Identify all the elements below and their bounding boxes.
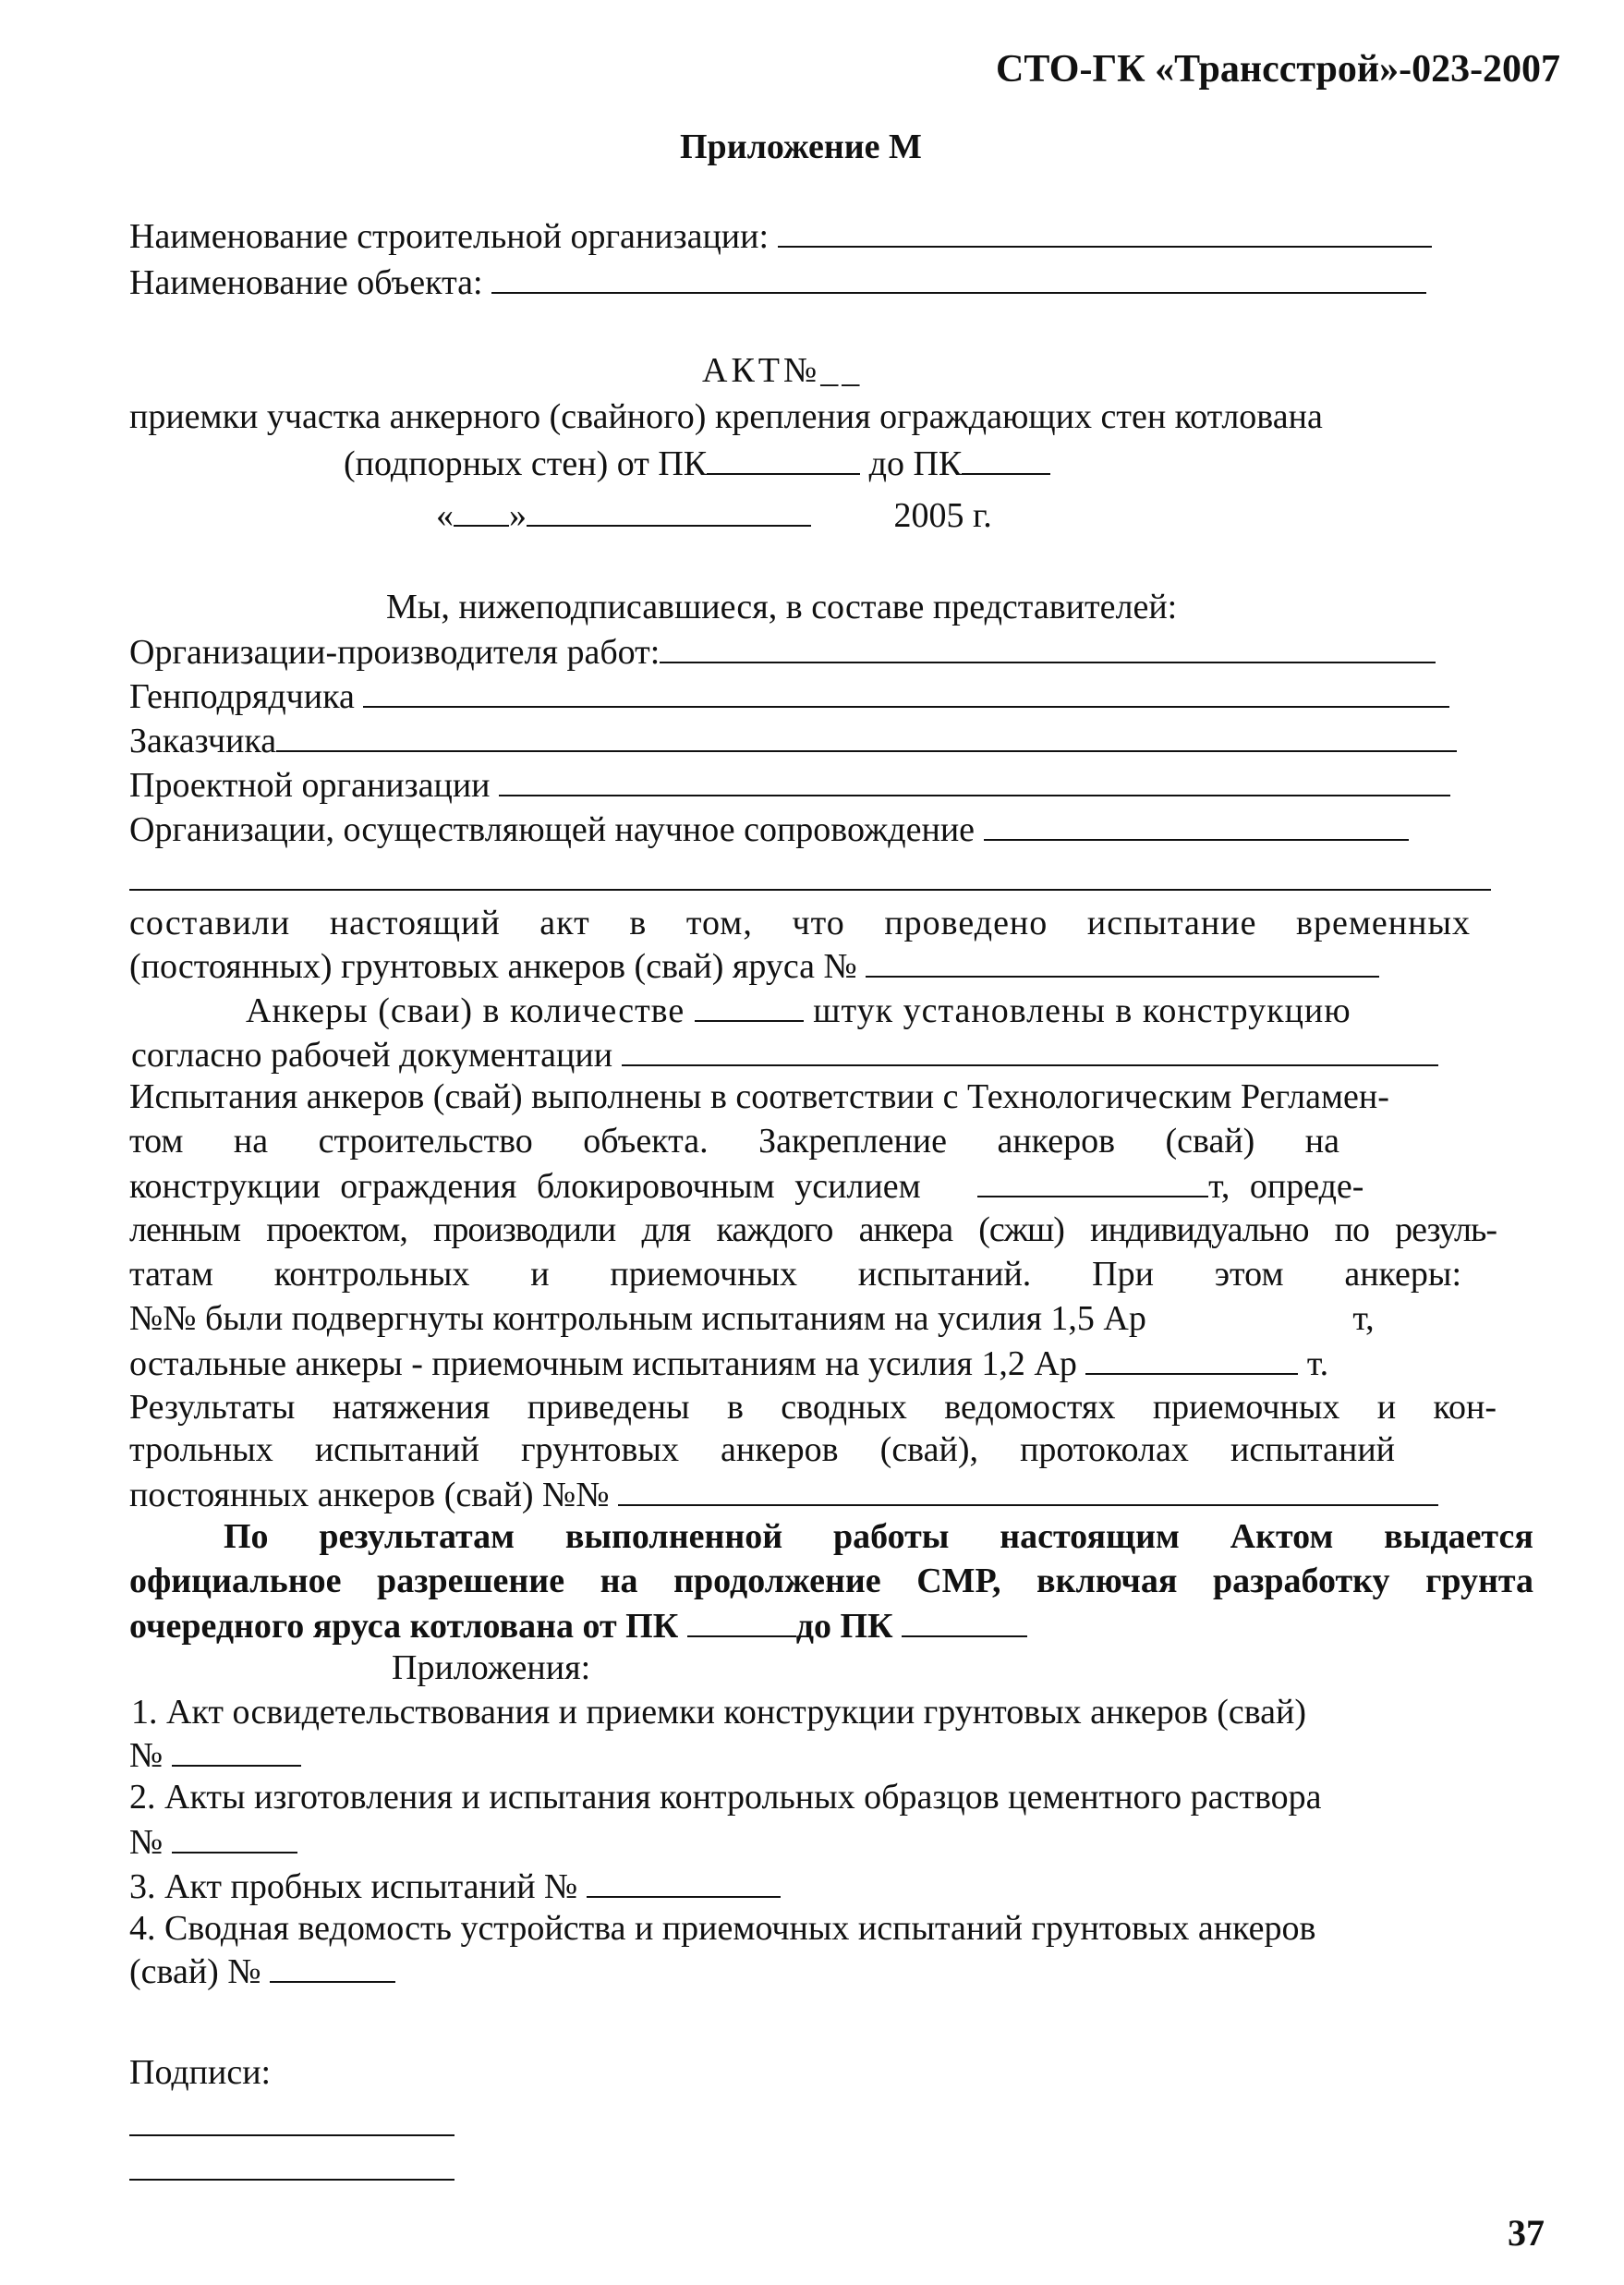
object-name-label: Наименование объекта:: [129, 263, 483, 302]
date-month-blank: [527, 493, 811, 527]
attachment-2-blank: [172, 1820, 297, 1854]
act-title: АКТ№__: [702, 351, 864, 390]
rep-producer-label: Организации-производителя работ:: [129, 633, 661, 672]
attachment-1-number: [129, 1733, 301, 1777]
control-test-label: №№ были подвергнуты контрольным испытаниям на усилия 1,5 Ар: [129, 1299, 1146, 1338]
attachment-4: 4. Сводная ведомость устройства и приемочных испытаний грунтовых анкеров: [129, 1909, 1316, 1948]
attachment-1: 1. Акт освидетельствования и приемки конструкции грунтовых анкеров (свай): [131, 1693, 1307, 1732]
signatures-label: Подписи:: [129, 2053, 272, 2092]
tier-blank: [866, 944, 1379, 978]
pk-to-label: до ПК: [868, 444, 963, 483]
act-subtitle-2: [344, 442, 1050, 485]
locking-force-blank: [977, 1164, 1208, 1197]
body-p3-line5: татам контрольных и приемочных испытаний. При этом анкеры:: [129, 1255, 1461, 1294]
body-p3-line2: том на строительство объекта. Закрепление анкеров (свай) на: [129, 1122, 1339, 1161]
body-p2-line1: [246, 989, 1351, 1032]
rep-producer-field: [129, 630, 1436, 674]
rep-customer-label: Заказчика: [129, 722, 277, 760]
rep-science-label: Организации, осуществляющей научное сопровождение: [129, 810, 976, 849]
attachment-2-num-sign: №: [129, 1823, 164, 1862]
rep-design-label: Проектной организации: [129, 766, 491, 805]
body-p1-line2: [129, 944, 1379, 988]
date-quote-close: »: [509, 496, 527, 535]
attachment-1-num-sign: №: [129, 1736, 164, 1775]
object-name-field: [129, 261, 1426, 304]
org-name-field: [129, 214, 1432, 258]
body-p3-line1: Испытания анкеров (свай) выполнены в соответствии с Технологическим Регламен-: [129, 1077, 1389, 1116]
rep-science-blank: [984, 808, 1409, 841]
attachment-2: 2. Акты изготовления и испытания контрольных образцов цементного раствора: [129, 1778, 1322, 1817]
pk-to-blank: [962, 442, 1050, 475]
attachment-4-number: [129, 1950, 395, 1993]
rep-customer-field: [129, 719, 1457, 762]
locking-force-tail: т, опреде-: [1208, 1167, 1364, 1206]
date-quote-open: «: [436, 496, 454, 535]
next-tier-to-blank: [902, 1604, 1027, 1637]
attachment-2-number: [129, 1820, 297, 1864]
acceptance-test-tail: т.: [1306, 1344, 1329, 1383]
rep-general-label: Генподрядчика: [129, 677, 355, 716]
body-p3-line4: ленным проектом, производили для каждого анкера (сжш) индивидуально по резуль-: [129, 1210, 1497, 1249]
pk-from-blank: [707, 442, 860, 475]
next-tier-from-label: очередного яруса котлована от ПК: [129, 1607, 679, 1646]
rep-design-blank: [499, 763, 1450, 796]
attachment-4-label: (свай) №: [129, 1952, 261, 1991]
body-p1-line1: составили настоящий акт в том, что проведено испытание временных: [129, 904, 1471, 942]
body-p4-line3: [129, 1473, 1438, 1516]
act-date: [436, 493, 992, 537]
standard-code: СТО-ГК «Трансстрой»-023-2007: [996, 48, 1561, 91]
signature-line-1: [129, 2134, 454, 2136]
locking-force-label: конструкции ограждения блокировочным усилием: [129, 1167, 921, 1206]
signature-line-2: [129, 2179, 454, 2181]
page-number: 37: [1508, 2212, 1545, 2254]
rep-science-field: [129, 808, 1409, 851]
rep-customer-blank: [276, 719, 1457, 752]
pk-from-label: (подпорных стен) от ПК: [344, 444, 708, 483]
attachment-3: [129, 1865, 781, 1908]
rep-design-field: [129, 763, 1450, 807]
object-name-blank: [491, 261, 1426, 294]
rep-general-blank: [363, 675, 1449, 708]
org-name-label: Наименование строительной организации:: [129, 217, 770, 256]
date-day-blank: [454, 493, 509, 527]
acceptance-test-label: остальные анкеры - приемочным испытаниям на усилия 1,2 Ар: [129, 1344, 1077, 1383]
next-tier-to-label: до ПК: [795, 1607, 893, 1646]
date-year: 2005 г.: [893, 496, 992, 535]
next-tier-from-blank: [687, 1604, 796, 1637]
control-test-tail: т,: [1352, 1299, 1375, 1338]
attachment-1-blank: [172, 1733, 301, 1767]
attachment-3-blank: [587, 1865, 781, 1898]
anchor-count-tail: штук установлены в конструкцию: [813, 991, 1351, 1030]
acceptance-test-blank: [1085, 1342, 1298, 1375]
body-p4-line2: трольных испытаний грунтовых анкеров (свай), протоколах испытаний: [129, 1430, 1395, 1469]
body-p3-line7: [129, 1342, 1328, 1385]
reps-lead: Мы, нижеподписавшиеся, в составе представителей:: [386, 588, 1178, 626]
attachment-4-blank: [270, 1950, 395, 1983]
org-name-blank: [778, 214, 1432, 248]
body-p5-line3: [129, 1604, 1027, 1647]
reps-continuation-rule: [129, 889, 1491, 891]
anchor-count-blank: [695, 989, 804, 1022]
body-p3-line6: [129, 1297, 1375, 1340]
tier-label: (постоянных) грунтовых анкеров (свай) яруса №: [129, 947, 857, 986]
body-p5-line1: По результатам выполненной работы настоящим Актом выдается: [224, 1517, 1533, 1556]
act-subtitle-1: приемки участка анкерного (свайного) крепления ограждающих стен котлована: [129, 397, 1323, 436]
body-p3-line3: [129, 1164, 1363, 1208]
body-p4-line1: Результаты натяжения приведены в сводных ведомостях приемочных и кон-: [129, 1388, 1497, 1427]
rep-general-field: [129, 675, 1449, 718]
attachments-title: Приложения:: [392, 1648, 591, 1687]
working-docs-label: согласно рабочей документации: [131, 1036, 613, 1075]
attachment-3-label: 3. Акт пробных испытаний №: [129, 1867, 578, 1906]
anchor-count-label: Анкеры (сваи) в количестве: [246, 991, 685, 1030]
appendix-title: Приложение М: [680, 128, 922, 166]
rep-producer-blank: [660, 630, 1436, 663]
working-docs-blank: [622, 1033, 1438, 1066]
protocols-label: постоянных анкеров (свай) №№: [129, 1476, 610, 1514]
body-p2-line2: [131, 1033, 1438, 1076]
body-p5-line2: официальное разрешение на продолжение СМР, включая разработку грунта: [129, 1562, 1533, 1600]
protocols-blank: [618, 1473, 1438, 1506]
